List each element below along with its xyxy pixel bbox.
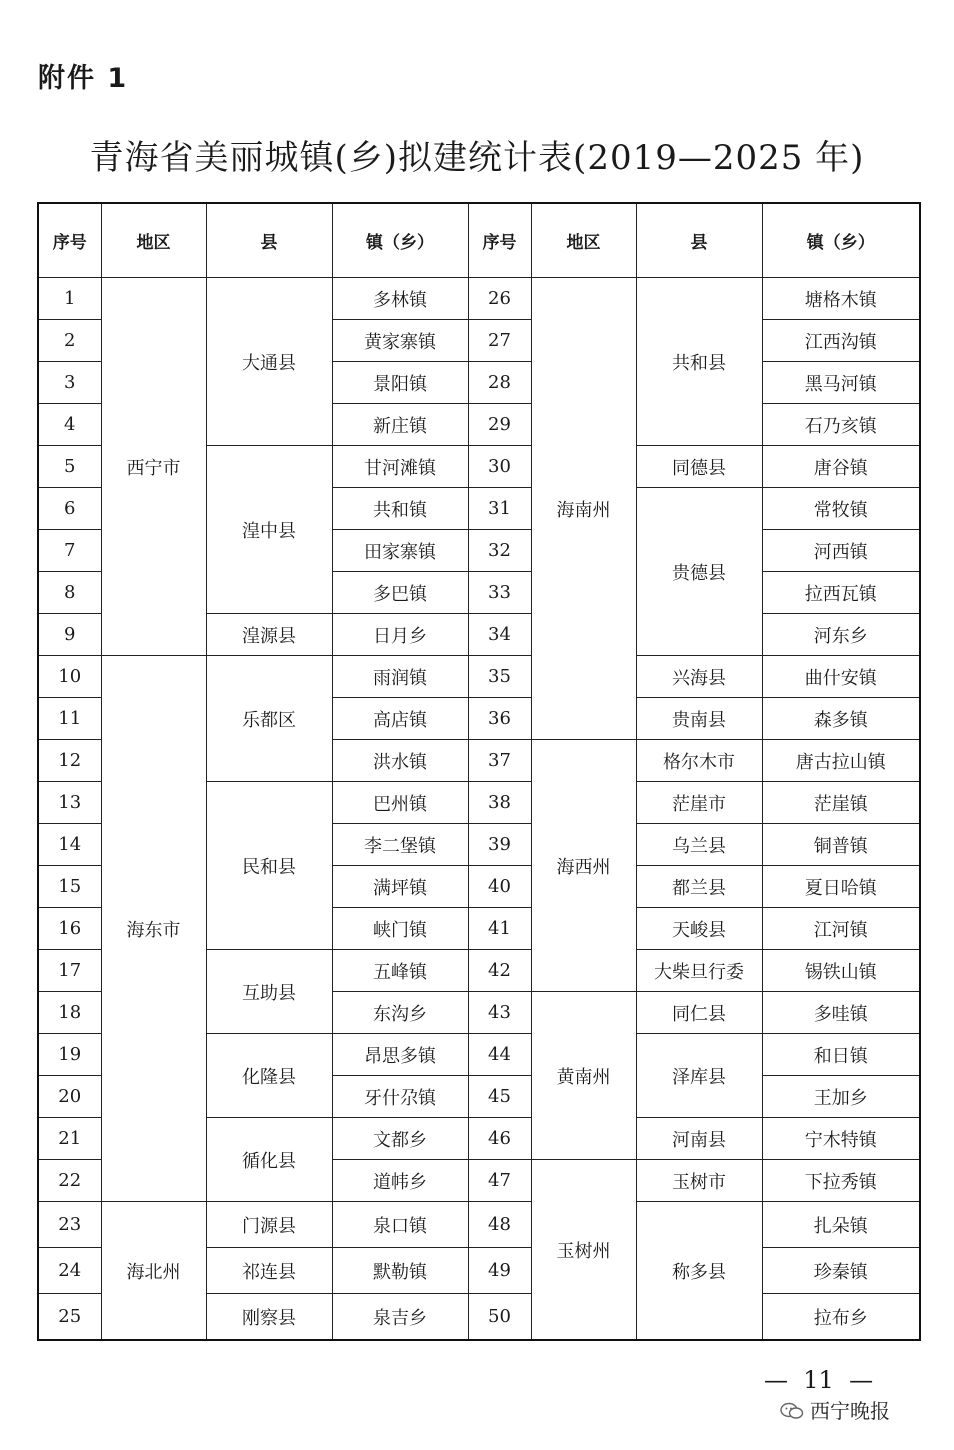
region-cell: 黄南州 [531,992,636,1160]
town-cell: 五峰镇 [332,950,468,992]
town-cell: 扎朵镇 [762,1202,920,1248]
seq-cell: 18 [38,992,101,1034]
town-cell: 昂思多镇 [332,1034,468,1076]
town-cell: 塘格木镇 [762,278,920,320]
county-cell: 民和县 [206,782,332,950]
table-row [38,1202,920,1248]
region-cell: 玉树州 [531,1160,636,1341]
statistics-table [37,202,921,1341]
town-cell: 多巴镇 [332,572,468,614]
county-cell: 贵南县 [636,698,762,740]
county-cell: 同德县 [636,446,762,488]
town-cell: 共和镇 [332,488,468,530]
county-cell: 乐都区 [206,656,332,782]
seq-cell: 34 [468,614,531,656]
county-cell: 兴海县 [636,656,762,698]
town-cell: 新庄镇 [332,404,468,446]
town-cell: 王加乡 [762,1076,920,1118]
region-cell: 海东市 [101,656,206,1202]
town-cell: 夏日哈镇 [762,866,920,908]
town-cell: 唐谷镇 [762,446,920,488]
town-cell: 茫崖镇 [762,782,920,824]
town-cell: 巴州镇 [332,782,468,824]
county-cell: 茫崖市 [636,782,762,824]
county-cell: 泽库县 [636,1034,762,1118]
town-cell: 锡铁山镇 [762,950,920,992]
town-cell: 文都乡 [332,1118,468,1160]
watermark-text: 西宁晚报 [810,1399,890,1423]
seq-cell: 27 [468,320,531,362]
seq-cell: 10 [38,656,101,698]
county-cell: 大柴旦行委 [636,950,762,992]
town-cell: 常牧镇 [762,488,920,530]
seq-cell: 30 [468,446,531,488]
seq-cell: 5 [38,446,101,488]
town-cell: 森多镇 [762,698,920,740]
town-cell: 李二堡镇 [332,824,468,866]
county-cell: 称多县 [636,1202,762,1341]
seq-cell: 17 [38,950,101,992]
table-header-row [38,203,920,278]
town-cell: 泉口镇 [332,1202,468,1248]
seq-cell: 22 [38,1160,101,1202]
county-cell: 玉树市 [636,1160,762,1202]
town-cell: 道帏乡 [332,1160,468,1202]
town-cell: 江河镇 [762,908,920,950]
seq-cell: 48 [468,1202,531,1248]
town-cell: 河东乡 [762,614,920,656]
county-cell: 河南县 [636,1118,762,1160]
seq-cell: 36 [468,698,531,740]
seq-cell: 44 [468,1034,531,1076]
seq-cell: 40 [468,866,531,908]
county-cell: 共和县 [636,278,762,446]
town-cell: 珍秦镇 [762,1248,920,1294]
seq-cell: 42 [468,950,531,992]
seq-cell: 26 [468,278,531,320]
town-cell: 下拉秀镇 [762,1160,920,1202]
wechat-icon [780,1401,804,1419]
attachment-label: 附件 1 [38,63,129,94]
county-cell: 化隆县 [206,1034,332,1118]
seq-cell: 11 [38,698,101,740]
town-cell: 黑马河镇 [762,362,920,404]
county-cell: 湟中县 [206,446,332,614]
town-cell: 牙什尕镇 [332,1076,468,1118]
seq-cell: 50 [468,1294,531,1341]
seq-cell: 24 [38,1248,101,1294]
page-number-value: 11 [803,1366,834,1394]
town-cell: 田家寨镇 [332,530,468,572]
seq-cell: 35 [468,656,531,698]
seq-cell: 45 [468,1076,531,1118]
header-county: 县 [636,203,762,278]
header-county: 县 [206,203,332,278]
seq-cell: 7 [38,530,101,572]
header-seq: 序号 [468,203,531,278]
seq-cell: 20 [38,1076,101,1118]
county-cell: 刚察县 [206,1294,332,1341]
town-cell: 甘河滩镇 [332,446,468,488]
seq-cell: 12 [38,740,101,782]
seq-cell: 29 [468,404,531,446]
town-cell: 和日镇 [762,1034,920,1076]
county-cell: 贵德县 [636,488,762,656]
seq-cell: 39 [468,824,531,866]
header-town: 镇（乡） [762,203,920,278]
town-cell: 拉西瓦镇 [762,572,920,614]
seq-cell: 41 [468,908,531,950]
town-cell: 曲什安镇 [762,656,920,698]
town-cell: 石乃亥镇 [762,404,920,446]
seq-cell: 16 [38,908,101,950]
town-cell: 峡门镇 [332,908,468,950]
seq-cell: 46 [468,1118,531,1160]
county-cell: 乌兰县 [636,824,762,866]
page-title: 青海省美丽城镇(乡)拟建统计表(2019—2025 年) [89,138,865,178]
seq-cell: 19 [38,1034,101,1076]
county-cell: 都兰县 [636,866,762,908]
seq-cell: 23 [38,1202,101,1248]
town-cell: 多林镇 [332,278,468,320]
seq-cell: 32 [468,530,531,572]
seq-cell: 21 [38,1118,101,1160]
town-cell: 拉布乡 [762,1294,920,1341]
county-cell: 湟源县 [206,614,332,656]
town-cell: 宁木特镇 [762,1118,920,1160]
town-cell: 东沟乡 [332,992,468,1034]
region-cell: 海南州 [531,278,636,740]
seq-cell: 15 [38,866,101,908]
table-row [38,656,920,698]
town-cell: 景阳镇 [332,362,468,404]
seq-cell: 49 [468,1248,531,1294]
seq-cell: 1 [38,278,101,320]
dash-left: — [764,1366,788,1394]
county-cell: 门源县 [206,1202,332,1248]
page-number [764,1366,873,1394]
town-cell: 唐古拉山镇 [762,740,920,782]
town-cell: 铜普镇 [762,824,920,866]
seq-cell: 3 [38,362,101,404]
region-cell: 西宁市 [101,278,206,656]
town-cell: 洪水镇 [332,740,468,782]
town-cell: 高店镇 [332,698,468,740]
town-cell: 多哇镇 [762,992,920,1034]
seq-cell: 13 [38,782,101,824]
region-cell: 海北州 [101,1202,206,1341]
seq-cell: 37 [468,740,531,782]
county-cell: 天峻县 [636,908,762,950]
seq-cell: 6 [38,488,101,530]
town-cell: 江西沟镇 [762,320,920,362]
seq-cell: 38 [468,782,531,824]
town-cell: 雨润镇 [332,656,468,698]
seq-cell: 8 [38,572,101,614]
town-cell: 默勒镇 [332,1248,468,1294]
seq-cell: 33 [468,572,531,614]
town-cell: 日月乡 [332,614,468,656]
seq-cell: 47 [468,1160,531,1202]
dash-right: — [849,1366,874,1394]
watermark [780,1395,890,1424]
town-cell: 河西镇 [762,530,920,572]
region-cell: 海西州 [531,740,636,992]
seq-cell: 28 [468,362,531,404]
seq-cell: 2 [38,320,101,362]
town-cell: 泉吉乡 [332,1294,468,1341]
town-cell: 黄家寨镇 [332,320,468,362]
header-region: 地区 [101,203,206,278]
county-cell: 同仁县 [636,992,762,1034]
header-seq: 序号 [38,203,101,278]
county-cell: 互助县 [206,950,332,1034]
town-cell: 满坪镇 [332,866,468,908]
seq-cell: 14 [38,824,101,866]
header-town: 镇（乡） [332,203,468,278]
seq-cell: 25 [38,1294,101,1341]
table-row [38,278,920,320]
header-region: 地区 [531,203,636,278]
county-cell: 祁连县 [206,1248,332,1294]
county-cell: 大通县 [206,278,332,446]
county-cell: 格尔木市 [636,740,762,782]
seq-cell: 31 [468,488,531,530]
county-cell: 循化县 [206,1118,332,1202]
seq-cell: 4 [38,404,101,446]
seq-cell: 43 [468,992,531,1034]
seq-cell: 9 [38,614,101,656]
